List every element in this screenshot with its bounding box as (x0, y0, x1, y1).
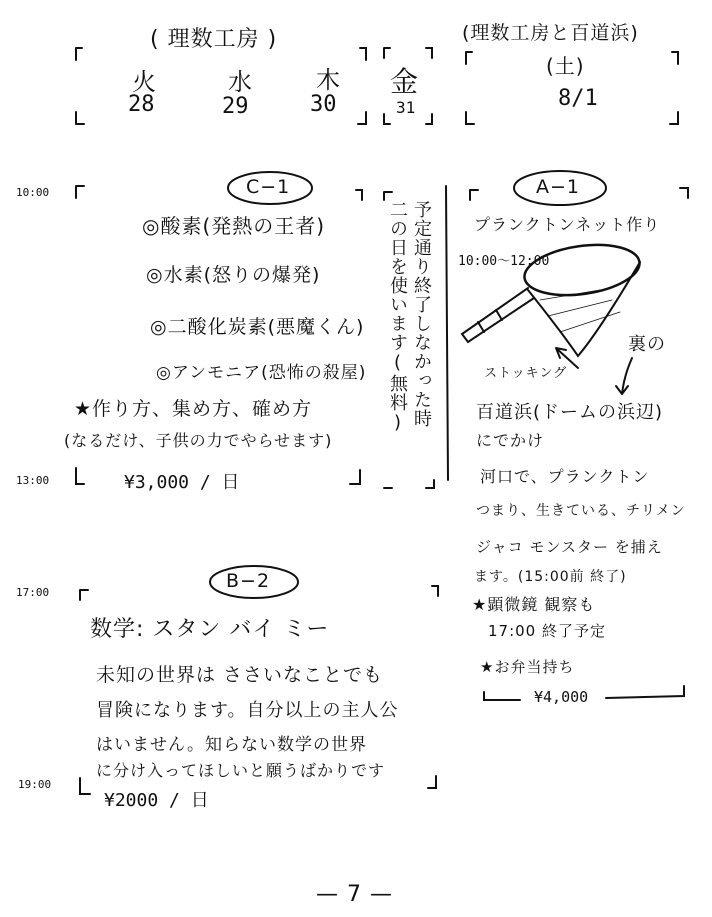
day-sat: (土) (546, 54, 585, 78)
b2-title: 数学: スタン バイ ミー (90, 617, 330, 642)
time-1700: 17:00 (16, 586, 50, 599)
day-thu: 木 (316, 66, 341, 94)
day-wed: 水 (228, 68, 253, 96)
a1-price: ¥4,000 (534, 688, 589, 706)
date-30: 30 (310, 92, 337, 117)
c1-price: ¥3,000 / 日 (124, 472, 240, 493)
a1-line-6: ます。(15:00前 終了) (474, 569, 627, 585)
a1-line-5: ジャコ モンスター を捕え (476, 538, 663, 556)
free-note-col1: 予定通り終了しなかった時 (411, 200, 432, 428)
a1-line-7: ★顕微鏡 観察も (472, 595, 596, 614)
b2-line-1: 未知の世界は ささいなことでも (96, 664, 384, 686)
time-1900: 19:00 (18, 778, 52, 791)
a1-line-3: 河口で、プランクトン (480, 467, 650, 486)
a1-subtitle: プランクトンネット作り (474, 215, 661, 234)
c1-note: (なるだけ、子供の力でやらせます) (64, 431, 333, 450)
a1-code: A−1 (536, 176, 581, 198)
time-1000: 10:00 (16, 186, 50, 199)
c1-item-hydrogen: ◎水素(怒りの爆発) (146, 264, 321, 286)
c1-item-co2: ◎二酸化炭素(悪魔くん) (150, 316, 365, 338)
header-right-title: (理数工房と百道浜) (462, 22, 639, 44)
a1-ura-label: 裏の (628, 334, 666, 355)
c1-method: ★作り方、集め方、確め方 (74, 398, 313, 420)
day-tue: 火 (132, 68, 157, 96)
a1-line-2: にでかけ (476, 431, 545, 450)
a1-line-8: 17:00 終了予定 (488, 622, 606, 640)
day-fri: 金 (390, 65, 420, 98)
b2-line-3: はいません。知らない数学の世界 (96, 735, 368, 755)
a1-line-4: つまり、生きている、チリメン (476, 503, 686, 519)
a1-time: 10:00〜12:00 (458, 254, 550, 269)
c1-code: C−1 (246, 176, 291, 198)
free-note-col2: 二の日を使います(無料) (387, 200, 408, 434)
a1-line-1: 百道浜(ドームの浜辺) (476, 402, 664, 423)
c1-item-ammonia: ◎アンモニア(恐怖の殺屋) (156, 363, 367, 383)
page-number: — 7 — (316, 882, 393, 907)
a1-line-9: ★お弁当持ち (480, 658, 575, 676)
b2-code: B−2 (226, 570, 271, 592)
c1-item-oxygen: ◎酸素(発熱の王者) (142, 214, 326, 238)
b2-price: ¥2000 / 日 (104, 790, 209, 811)
date-28: 28 (128, 92, 155, 117)
b2-line-4: に分け入ってほしいと願うばかりです (96, 761, 386, 780)
time-1300: 13:00 (16, 474, 50, 487)
date-8-1: 8/1 (558, 86, 598, 111)
b2-line-2: 冒険になります。自分以上の主人公 (96, 700, 399, 721)
date-31: 31 (396, 98, 416, 117)
header-left-title: ( 理数工房 ) (150, 27, 278, 52)
a1-stocking-label: ストッキング (484, 366, 568, 381)
date-29: 29 (222, 94, 249, 119)
